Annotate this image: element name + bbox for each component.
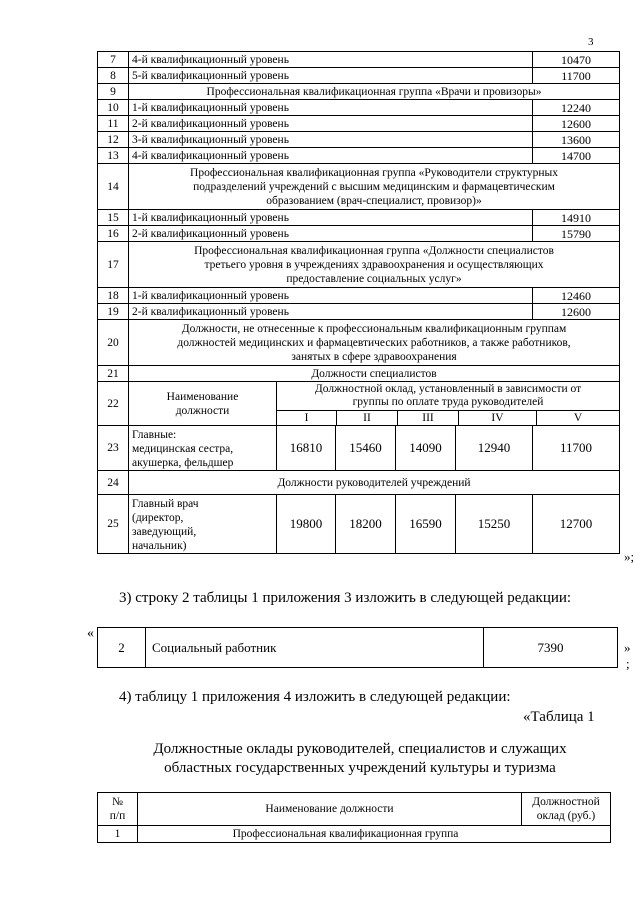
table-caption: «Таблица 1 <box>523 709 595 725</box>
table-row: 25 Главный врач (директор, заведующий, начальник) 19800 18200 16590 15250 12700 <box>98 495 620 554</box>
table-row <box>98 116 620 132</box>
table-row <box>98 52 620 68</box>
table-row <box>98 210 620 226</box>
position-name: Главные: медицинская сестра, акушерка, фельдшер <box>129 426 277 471</box>
table-row <box>98 148 620 164</box>
group-header: I <box>277 411 337 425</box>
group-title: Профессиональная квалификационная группа «Врачи и провизоры» <box>129 84 620 100</box>
level-label: 5-й квалификационный уровень <box>129 68 533 84</box>
level-label: 4-й квалификационный уровень <box>129 52 533 68</box>
salary-value: 14700 <box>533 148 620 164</box>
table-row <box>98 164 620 210</box>
group-title: Должности, не отнесенные к профессиональным квалификационным группам должностей медицинских и фармацевтических работников, а также работников, занятых в сфере здравоохранения <box>129 320 620 366</box>
table-row <box>98 320 620 366</box>
table-row: № п/п Наименование должности Должностной оклад (руб.) <box>98 793 611 826</box>
salary-value: 10470 <box>533 52 620 68</box>
semicolon: ; <box>626 656 630 671</box>
table-row <box>98 84 620 100</box>
salary-table-medical <box>97 51 620 554</box>
paragraph-3: 3) строку 2 таблицы 1 приложения 3 изложить в следующей редакции: <box>119 590 572 606</box>
level-label: 2-й квалификационный уровень <box>129 226 533 242</box>
group-header: IV <box>459 411 537 425</box>
group-title: Профессиональная квалификационная группа «Руководители структурных подразделений учреждений с высшим медицинским и фармацевтическим образованием (врач-специалист, провизор)» <box>129 164 620 210</box>
table-row <box>98 304 620 320</box>
level-label: 1-й квалификационный уровень <box>129 288 533 304</box>
salary-value: 11700 <box>533 68 620 84</box>
salary-value: 15790 <box>533 226 620 242</box>
row-number: 21 <box>98 366 129 382</box>
name-header: Наименование должности <box>129 382 277 426</box>
social-worker-table <box>97 627 618 668</box>
group-title: Должности специалистов <box>129 366 620 382</box>
row-number: 22 <box>98 382 129 426</box>
salary-value: 12600 <box>533 116 620 132</box>
salary-value: 12460 <box>533 288 620 304</box>
row-number: 8 <box>98 68 129 84</box>
salary-header: Должностной оклад, установленный в зависимости от группы по оплате труда руководителей I II III IV V <box>277 382 620 426</box>
table-row: 24 Должности руководителей учреждений <box>98 471 620 495</box>
group-header: V <box>573 412 583 424</box>
page-number: 3 <box>588 36 594 48</box>
table-row: 1 Профессиональная квалификационная группа <box>98 826 611 843</box>
section-heading: Должностные оклады руководителей, специалистов и служащих областных государственных учреждений культуры и туризма <box>153 741 567 776</box>
row-number: 14 <box>98 164 129 210</box>
row-number: 7 <box>98 52 129 68</box>
table-row: 23 Главные: медицинская сестра, акушерка, фельдшер 16810 15460 14090 12940 11700 <box>98 426 620 471</box>
table-row <box>98 226 620 242</box>
table-row <box>98 288 620 304</box>
close-quote: » <box>624 640 631 655</box>
salary-value: 13600 <box>533 132 620 148</box>
row-number: 10 <box>98 100 129 116</box>
level-label: 4-й квалификационный уровень <box>129 148 533 164</box>
row-number: 20 <box>98 320 129 366</box>
row-number: 15 <box>98 210 129 226</box>
group-title: Профессиональная квалификационная группа «Должности специалистов третьего уровня в учреждениях здравоохранения и осуществляющих предоставление социальных услуг» <box>129 242 620 288</box>
salary-value: 12240 <box>533 100 620 116</box>
open-quote: « <box>87 626 94 641</box>
row-number: 9 <box>98 84 129 100</box>
row-number: 18 <box>98 288 129 304</box>
level-label: 2-й квалификационный уровень <box>129 304 533 320</box>
table-row: 2 Социальный работник 7390 <box>98 628 618 668</box>
row-number: 11 <box>98 116 129 132</box>
level-label: 1-й квалификационный уровень <box>129 210 533 226</box>
row-number: 12 <box>98 132 129 148</box>
salary-value: 14910 <box>533 210 620 226</box>
salary-table-culture <box>97 792 611 843</box>
table-row <box>98 100 620 116</box>
table-row <box>98 132 620 148</box>
closing-quote: »; <box>624 549 635 564</box>
table-row <box>98 242 620 288</box>
row-number: 16 <box>98 226 129 242</box>
row-number: 17 <box>98 242 129 288</box>
table-row <box>98 68 620 84</box>
level-label: 2-й квалификационный уровень <box>129 116 533 132</box>
paragraph-4: 4) таблицу 1 приложения 4 изложить в следующей редакции: <box>119 689 511 705</box>
position-name: Главный врач (директор, заведующий, начальник) <box>129 495 277 554</box>
row-number: 13 <box>98 148 129 164</box>
table-row <box>98 382 620 426</box>
level-label: 1-й квалификационный уровень <box>129 100 533 116</box>
level-label: 3-й квалификационный уровень <box>129 132 533 148</box>
group-header: III <box>398 411 459 425</box>
group-header: II <box>337 411 398 425</box>
table-row <box>98 366 620 382</box>
row-number: 19 <box>98 304 129 320</box>
salary-value: 12600 <box>533 304 620 320</box>
